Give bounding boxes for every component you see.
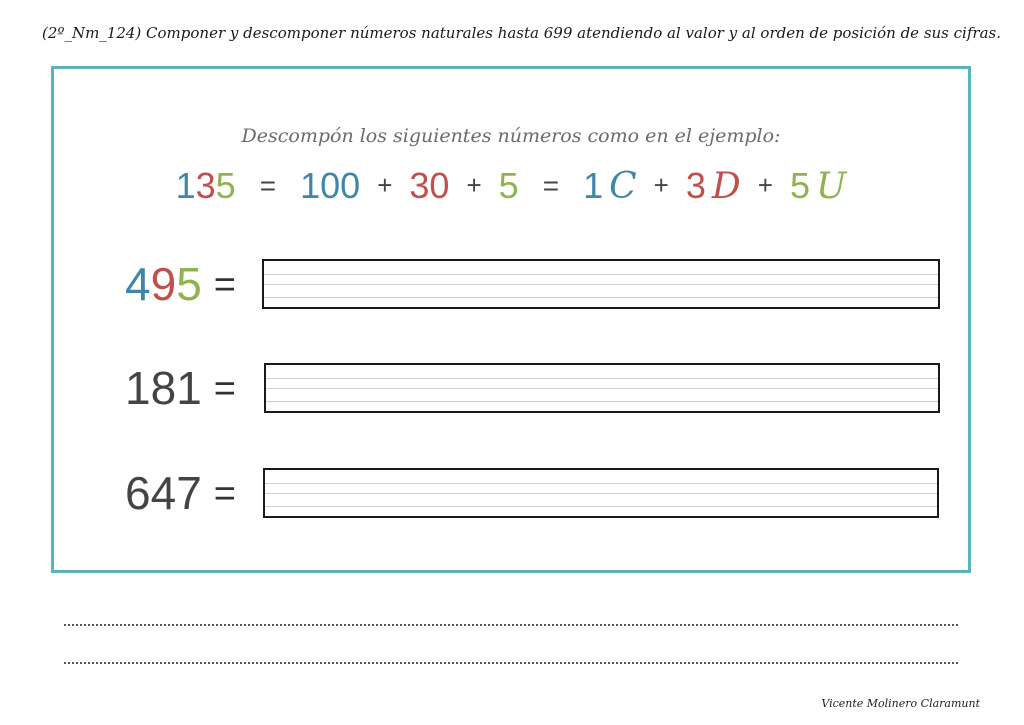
- example-decomposition: [54, 165, 968, 207]
- example-plus-4: +: [757, 170, 773, 200]
- exercise-2-equals: =: [213, 368, 236, 410]
- dotted-writing-line-1[interactable]: [64, 624, 958, 626]
- example-equals-1: =: [259, 170, 277, 201]
- exercise-panel: [51, 66, 971, 573]
- example-plus-3: +: [653, 170, 669, 200]
- exercise-3-equals: =: [213, 473, 236, 515]
- exercise-3-value: 647: [125, 467, 202, 519]
- author-credit: Vicente Molinero Claramunt: [821, 697, 980, 710]
- exercise-row-1: [54, 259, 968, 311]
- exercise-number-3: [125, 466, 236, 520]
- exercise-1-tens: 9: [150, 258, 177, 310]
- example-tens-letter: D: [711, 166, 741, 207]
- example-value-units: 5: [498, 165, 519, 206]
- answer-box-1[interactable]: [262, 259, 940, 309]
- example-hundreds-letter: C: [609, 166, 637, 207]
- example-tens-digit: 3: [195, 165, 216, 206]
- example-value-hundreds: 100: [300, 165, 361, 206]
- example-units-letter: U: [816, 166, 847, 207]
- exercise-row-3: [54, 468, 968, 520]
- exercise-row-2: [54, 363, 968, 415]
- example-hundreds-count: 1: [583, 165, 604, 206]
- answer-box-2[interactable]: [264, 363, 940, 413]
- exercise-number-2: [125, 361, 236, 415]
- example-tens-count: 3: [685, 165, 706, 206]
- example-equals-2: =: [542, 170, 560, 201]
- instruction-text: Descompón los siguientes números como en el ejemplo:: [241, 125, 781, 147]
- dotted-writing-line-2[interactable]: [64, 662, 958, 664]
- exercise-1-units: 5: [176, 258, 202, 310]
- exercise-1-equals: =: [213, 264, 236, 306]
- exercise-number-1: [125, 257, 236, 311]
- example-value-tens: 30: [409, 165, 450, 206]
- example-units-digit: 5: [215, 165, 236, 206]
- exercise-1-hundreds: 4: [125, 258, 151, 310]
- answer-box-3[interactable]: [263, 468, 939, 518]
- example-units-count: 5: [790, 165, 811, 206]
- example-hundreds-digit: 1: [175, 165, 196, 206]
- example-plus-1: +: [377, 170, 393, 200]
- example-plus-2: +: [466, 170, 482, 200]
- exercise-2-value: 181: [125, 362, 202, 414]
- worksheet-header: (2º_Nm_124) Componer y descomponer números naturales hasta 699 atendiendo al valor y al orden de posición de sus cifras.: [42, 24, 1001, 42]
